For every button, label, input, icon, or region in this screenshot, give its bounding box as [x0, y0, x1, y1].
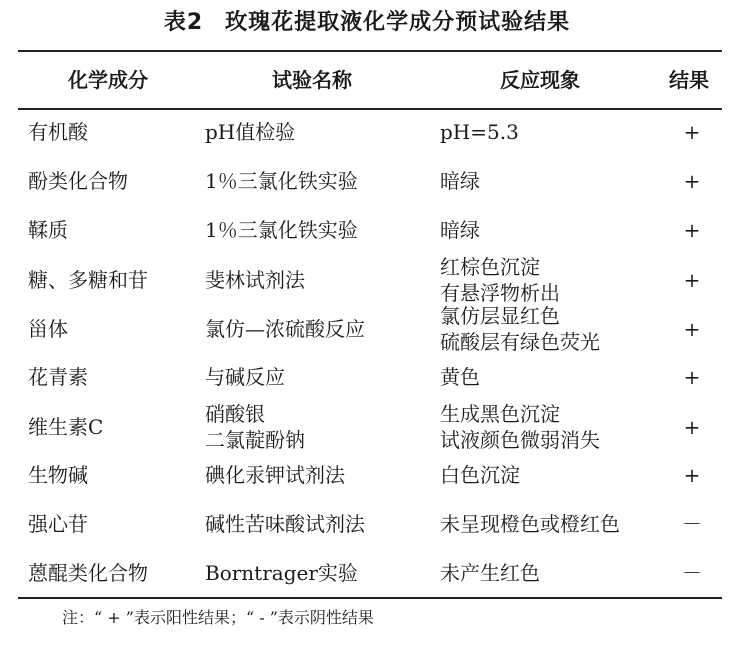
phenomenon-cell: 生成黑色沉淀 试液颜色微弱消失 — [440, 401, 600, 452]
component-cell: 生物碱 — [28, 463, 88, 487]
component-cell: 有机酸 — [28, 120, 88, 144]
component-cell: 花青素 — [28, 365, 88, 389]
table-caption: 玫瑰花提取液化学成分预试验结果 — [225, 10, 571, 35]
test-cell: 与碱反应 — [205, 365, 285, 389]
result-cell: + — [683, 169, 701, 193]
test-cell: 碘化汞钾试剂法 — [205, 463, 345, 487]
test-cell: 斐林试剂法 — [205, 267, 305, 292]
table-row — [0, 353, 734, 402]
table-row — [0, 500, 734, 549]
result-cell: + — [683, 218, 701, 242]
table-row — [0, 108, 734, 157]
component-cell: 强心苷 — [28, 512, 88, 536]
test-cell: 1％三氯化铁实验 — [205, 218, 358, 242]
table-number: 表2 — [163, 10, 204, 35]
phenomenon-cell: pH=5.3 — [440, 120, 519, 144]
table-body — [0, 108, 734, 598]
phenomenon-cell: 黄色 — [440, 365, 480, 389]
component-cell: 糖、多糖和苷 — [28, 267, 148, 292]
table-row — [0, 549, 734, 598]
result-cell: + — [683, 120, 701, 144]
result-cell: + — [683, 414, 701, 439]
table-row — [0, 402, 734, 451]
result-cell: + — [683, 365, 701, 389]
component-cell: 维生素C — [28, 414, 104, 439]
phenomenon-cell: 暗绿 — [440, 169, 480, 193]
header-result: 结果 — [669, 68, 709, 92]
table-footnote: 注：“ + ”表示阳性结果；“ - ”表示阴性结果 — [62, 608, 374, 627]
phenomenon-cell: 白色沉淀 — [440, 463, 520, 487]
phenomenon-cell: 红棕色沉淀 有悬浮物析出 — [440, 254, 560, 305]
component-cell: 酚类化合物 — [28, 169, 128, 193]
test-cell: 1％三氯化铁实验 — [205, 169, 358, 193]
test-cell: 氯仿—浓硫酸反应 — [205, 316, 365, 341]
header-component: 化学成分 — [68, 68, 148, 92]
result-cell: + — [683, 267, 701, 292]
table-row — [0, 157, 734, 206]
phenomenon-cell: 氯仿层显红色 硫酸层有绿色荧光 — [440, 303, 600, 354]
result-cell: － — [682, 561, 702, 585]
table-title — [0, 6, 734, 40]
result-cell: － — [682, 512, 702, 536]
result-cell: + — [683, 316, 701, 341]
result-cell: + — [683, 463, 701, 487]
table-row — [0, 206, 734, 255]
phenomenon-cell: 暗绿 — [440, 218, 480, 242]
test-cell: Borntrager实验 — [205, 561, 358, 585]
test-cell: pH值检验 — [205, 120, 296, 144]
table-row — [0, 304, 734, 353]
bottom-rule — [18, 597, 722, 599]
test-cell: 碱性苦味酸试剂法 — [205, 512, 365, 536]
component-cell: 鞣质 — [28, 218, 68, 242]
table-row — [0, 255, 734, 304]
header-test-name: 试验名称 — [272, 68, 352, 92]
phenomenon-cell: 未产生红色 — [440, 561, 540, 585]
component-cell: 蒽醌类化合物 — [28, 561, 148, 585]
phenomenon-cell: 未呈现橙色或橙红色 — [440, 512, 620, 536]
header-phenomenon: 反应现象 — [500, 68, 580, 92]
component-cell: 甾体 — [28, 316, 68, 341]
table-row — [0, 451, 734, 500]
test-cell: 硝酸银 二氯靛酚钠 — [205, 401, 305, 452]
